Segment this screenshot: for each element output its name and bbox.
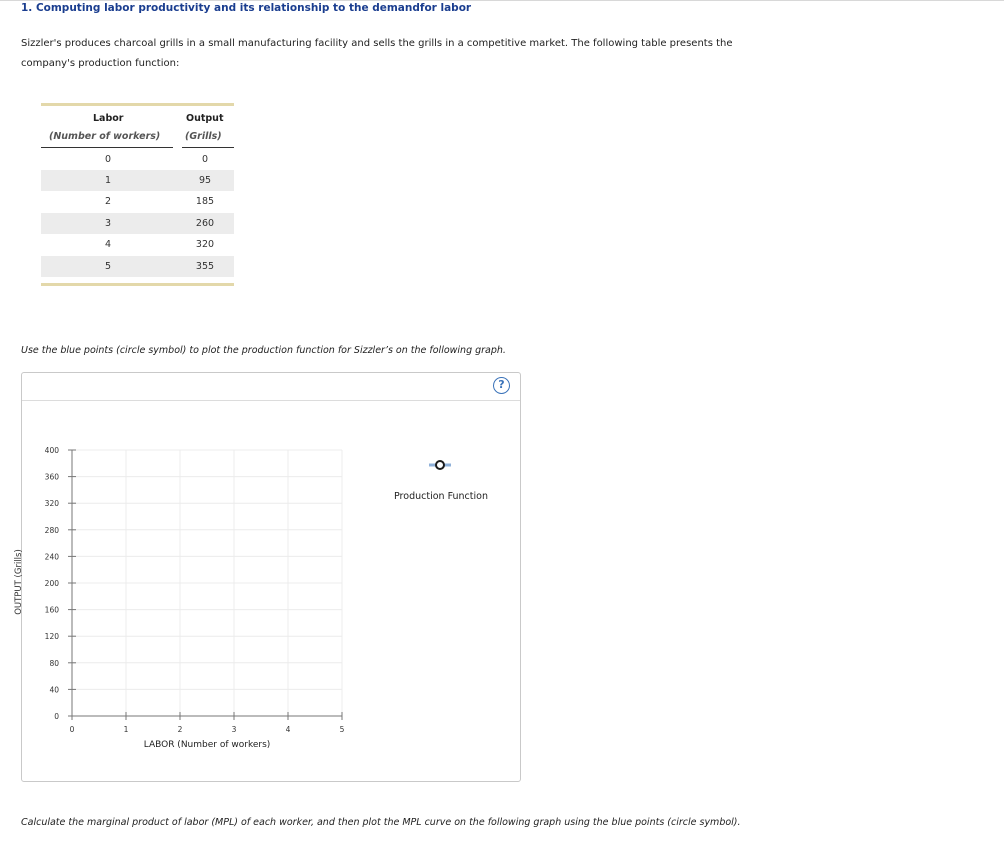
y-tick-label: 40 xyxy=(49,685,59,695)
output-header: Output xyxy=(186,113,224,124)
y-tick-label: 0 xyxy=(54,712,59,721)
legend-label: Production Function xyxy=(394,491,488,502)
y-tick-label: 280 xyxy=(44,525,59,535)
y-tick-label: 120 xyxy=(44,632,59,642)
y-tick-label: 360 xyxy=(44,472,59,482)
output-cell: 95 xyxy=(198,175,212,186)
labor-cell: 3 xyxy=(104,218,112,229)
x-tick-label: 5 xyxy=(339,725,345,734)
x-tick-label: 3 xyxy=(231,725,237,734)
y-tick-label: 200 xyxy=(44,579,59,588)
labor-cell: 0 xyxy=(104,154,112,165)
y-tick-label: 80 xyxy=(49,658,59,668)
help-button[interactable]: ? xyxy=(493,377,510,394)
circle-marker-icon xyxy=(436,461,444,469)
y-tick-label: 160 xyxy=(44,605,59,615)
y-tick-label: 400 xyxy=(44,446,59,455)
output-cell: 185 xyxy=(195,196,215,207)
x-tick-label: 4 xyxy=(285,725,291,734)
x-tick-label: 2 xyxy=(177,725,183,734)
labor-cell: 2 xyxy=(104,196,112,207)
output-cell: 260 xyxy=(195,218,215,229)
y-axis-title: OUTPUT (Grills) xyxy=(14,549,24,615)
y-tick-label: 320 xyxy=(44,499,59,509)
mpl-instruction: Calculate the marginal product of labor (MPL) of each worker, and then plot the MPL curve on the following graph using the blue points (circle symbol). xyxy=(21,817,741,828)
labor-header: Labor xyxy=(93,113,124,124)
labor-cell: 5 xyxy=(104,261,112,272)
output-cell: 0 xyxy=(201,154,209,165)
x-axis-title: LABOR (Number of workers) xyxy=(143,740,271,750)
y-tick-label: 240 xyxy=(44,552,59,562)
output-cell: 355 xyxy=(195,261,215,272)
x-tick-label: 1 xyxy=(123,725,129,734)
x-tick-label: 0 xyxy=(69,725,75,734)
question-title: 1. Computing labor productivity and its relationship to the demandfor labor xyxy=(21,2,472,14)
question-intro: Sizzler's produces charcoal grills in a small manufacturing facility and sells the grills in a competitive market. The following table presents the company's production function: xyxy=(21,38,733,69)
labor-cell: 1 xyxy=(104,175,112,186)
labor-subheader: (Number of workers) xyxy=(49,131,161,142)
graph-instruction: Use the blue points (circle symbol) to plot the production function for Sizzler’s on the following graph. xyxy=(21,345,506,356)
labor-cell: 4 xyxy=(104,239,112,250)
output-subheader: (Grills) xyxy=(185,131,222,142)
output-cell: 320 xyxy=(195,239,215,250)
production-function-marker-tool[interactable] xyxy=(429,461,451,469)
